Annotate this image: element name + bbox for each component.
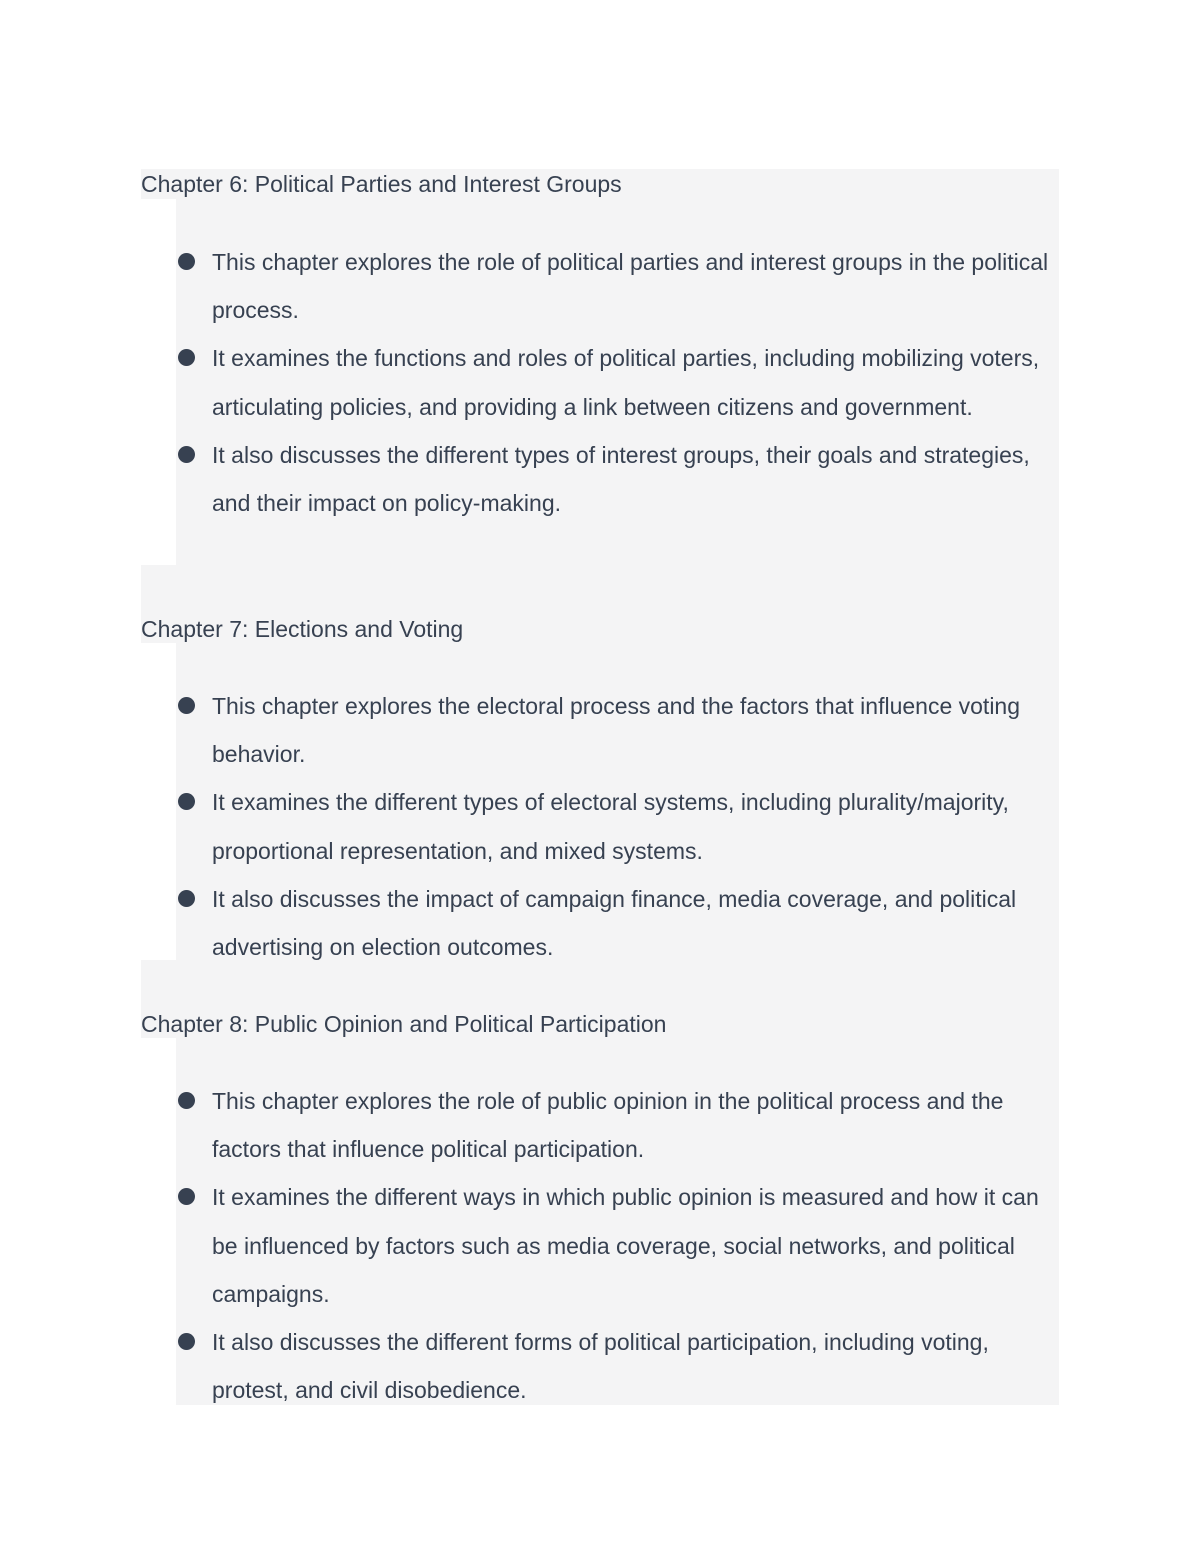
- chapter-bullet-list: [176, 1077, 1056, 1414]
- bullet-text: It also discusses the different forms of political participation, including voting, protest, and civil disobedience.: [212, 1329, 989, 1404]
- bullet-text: This chapter explores the role of public opinion in the political process and the factors that influence political participation.: [212, 1088, 1004, 1163]
- bullet-icon: [178, 1188, 195, 1205]
- bullet-icon: [178, 1092, 195, 1109]
- list-item: [176, 778, 1056, 874]
- bullet-text: This chapter explores the role of political parties and interest groups in the political process.: [212, 249, 1049, 324]
- chapter-heading: Chapter 8: Public Opinion and Political Participation: [141, 1011, 667, 1037]
- bullet-text: It examines the different types of electoral systems, including plurality/majority, proportional representation, and mixed systems.: [212, 789, 1009, 864]
- list-item: [176, 1077, 1056, 1173]
- bullet-text: It examines the functions and roles of political parties, including mobilizing voters, articulating policies, and providing a link between citizens and government.: [212, 345, 1040, 420]
- shade-gap-6-7: [141, 565, 1059, 607]
- list-item: [176, 1318, 1056, 1414]
- bullet-text: This chapter explores the electoral process and the factors that influence voting behavior.: [212, 693, 1021, 768]
- bullet-text: It examines the different ways in which public opinion is measured and how it can be influenced by factors such as media coverage, social networks, and political campaigns.: [212, 1184, 1039, 1307]
- bullet-icon: [178, 1333, 195, 1350]
- bullet-text: It also discusses the different types of interest groups, their goals and strategies, and their impact on policy-making.: [212, 441, 1030, 517]
- list-item: [176, 682, 1056, 778]
- list-item: [176, 334, 1056, 430]
- bullet-icon: [178, 697, 195, 714]
- list-item: [176, 431, 1056, 527]
- chapter-bullet-list: [176, 682, 1056, 971]
- bullet-icon: [178, 890, 195, 907]
- list-item: [176, 875, 1056, 971]
- chapter-bullet-list: [176, 238, 1056, 527]
- list-item: [176, 238, 1056, 334]
- chapter-heading: Chapter 6: Political Parties and Interest Groups: [141, 171, 622, 197]
- bullet-icon: [178, 253, 195, 270]
- bullet-icon: [178, 446, 195, 463]
- chapter-heading: Chapter 7: Elections and Voting: [141, 616, 464, 642]
- bullet-icon: [178, 349, 195, 366]
- list-item: [176, 1173, 1056, 1318]
- bullet-icon: [178, 793, 195, 810]
- bullet-text: It also discusses the impact of campaign finance, media coverage, and political advertising on election outcomes.: [212, 885, 1017, 961]
